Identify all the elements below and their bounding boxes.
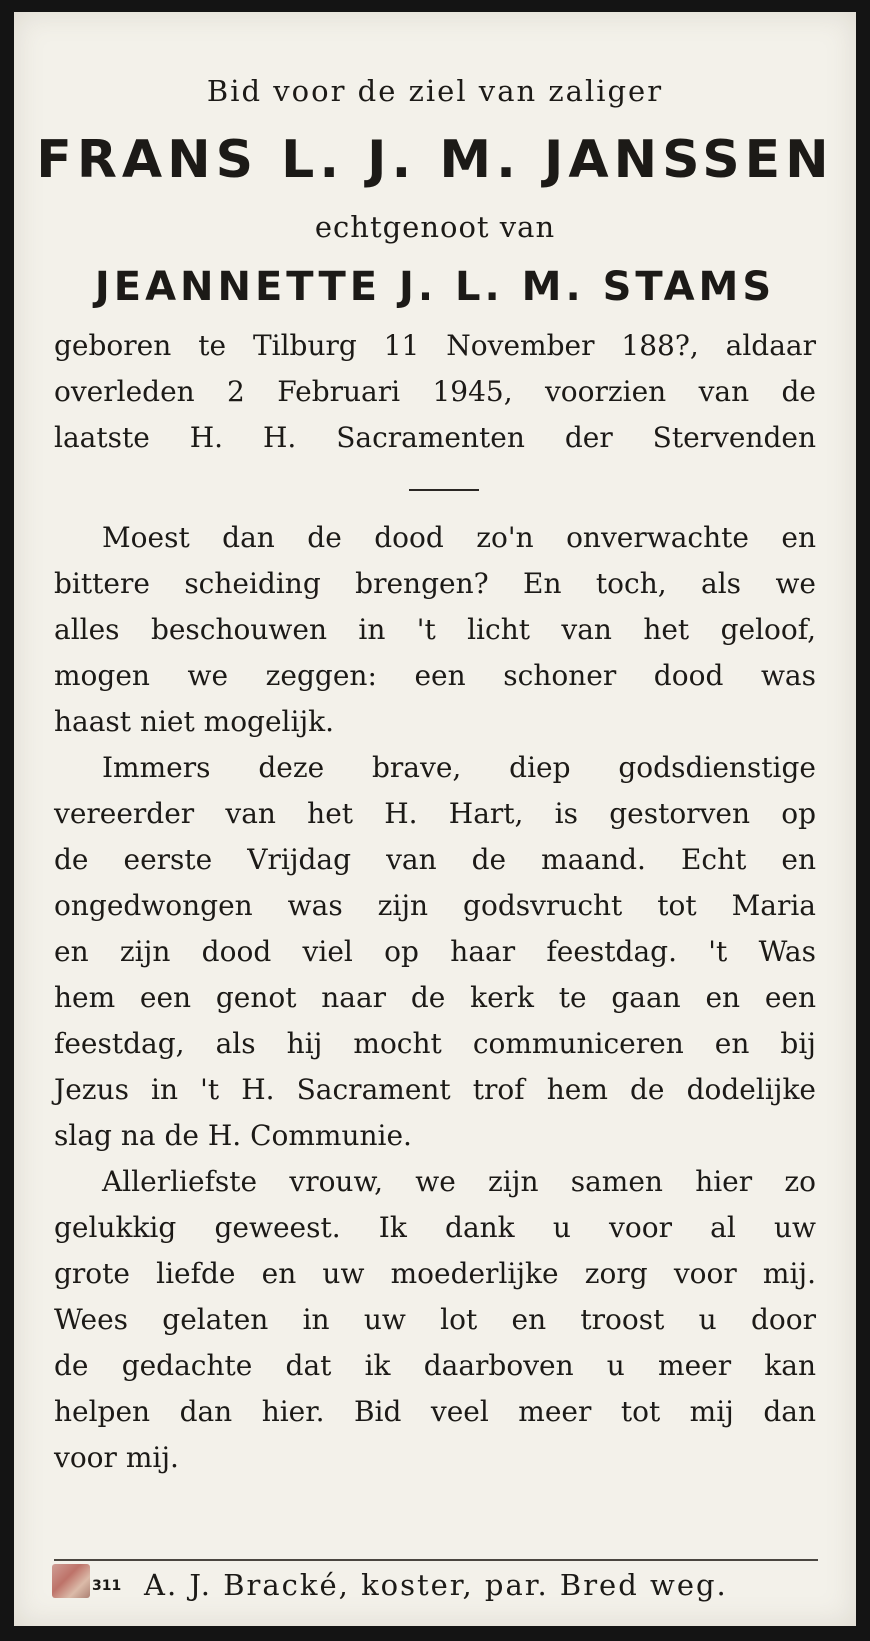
spouse-name: JEANNETTE J. L. M. STAMS: [94, 264, 776, 310]
paragraph-2-line: de eerste Vrijdag van de maand. Echt en: [54, 843, 816, 876]
paragraph-3-line: helpen dan hier. Bid veel meer tot mij dan: [54, 1395, 816, 1428]
paragraph-1-line: Moest dan de dood zo'n onverwachte en: [102, 521, 816, 554]
footer-rule: [54, 1559, 818, 1561]
paragraph-3-line: voor mij.: [54, 1441, 179, 1474]
life-details-line: laatste H. H. Sacramenten der Stervenden: [54, 421, 816, 454]
paragraph-1-line: mogen we zeggen: een schoner dood was: [54, 659, 816, 692]
paragraph-3-line: Allerliefste vrouw, we zijn samen hier zo: [102, 1165, 816, 1198]
paragraph-3-line: de gedachte dat ik daarboven u meer kan: [54, 1349, 816, 1382]
card-paper: [14, 12, 856, 1626]
paragraph-2-line: vereerder van het H. Hart, is gestorven op: [54, 797, 816, 830]
paragraph-2-line: ongedwongen was zijn godsvrucht tot Maria: [54, 889, 816, 922]
paragraph-1-line: haast niet mogelijk.: [54, 705, 335, 738]
printer-code: 311: [92, 1578, 122, 1594]
section-divider: [409, 489, 479, 491]
paragraph-1-line: bittere scheiding brengen? En toch, als we: [54, 567, 816, 600]
paragraph-3-line: gelukkig geweest. Ik dank u voor al uw: [54, 1211, 816, 1244]
header-intro: Bid voor de ziel van zaliger: [206, 74, 664, 108]
paragraph-2-line: feestdag, als hij mocht communiceren en bij: [54, 1027, 816, 1060]
printer-logo-icon: [52, 1564, 90, 1598]
printer-credit: A. J. Bracké, koster, par. Bred weg.: [144, 1568, 728, 1602]
paragraph-1-line: alles beschouwen in 't licht van het geloof,: [54, 613, 816, 646]
paragraph-3-line: Wees gelaten in uw lot en troost u door: [54, 1303, 816, 1336]
paragraph-3-line: grote liefde en uw moederlijke zorg voor mij.: [54, 1257, 816, 1290]
paragraph-2-line: Jezus in 't H. Sacrament trof hem de dodelijke: [54, 1073, 816, 1106]
paragraph-2-line: Immers deze brave, diep godsdienstige: [102, 751, 816, 784]
life-details-line: overleden 2 Februari 1945, voorzien van de: [54, 375, 816, 408]
spouse-intro: echtgenoot van: [314, 210, 556, 244]
deceased-name: FRANS L. J. M. JANSSEN: [36, 130, 834, 190]
paragraph-2-line: hem een genot naar de kerk te gaan en een: [54, 981, 816, 1014]
life-details-line: geboren te Tilburg 11 November 188?, aldaar: [54, 329, 816, 362]
paragraph-2-line: en zijn dood viel op haar feestdag. 't Was: [54, 935, 816, 968]
paragraph-2-line: slag na de H. Communie.: [54, 1119, 412, 1152]
